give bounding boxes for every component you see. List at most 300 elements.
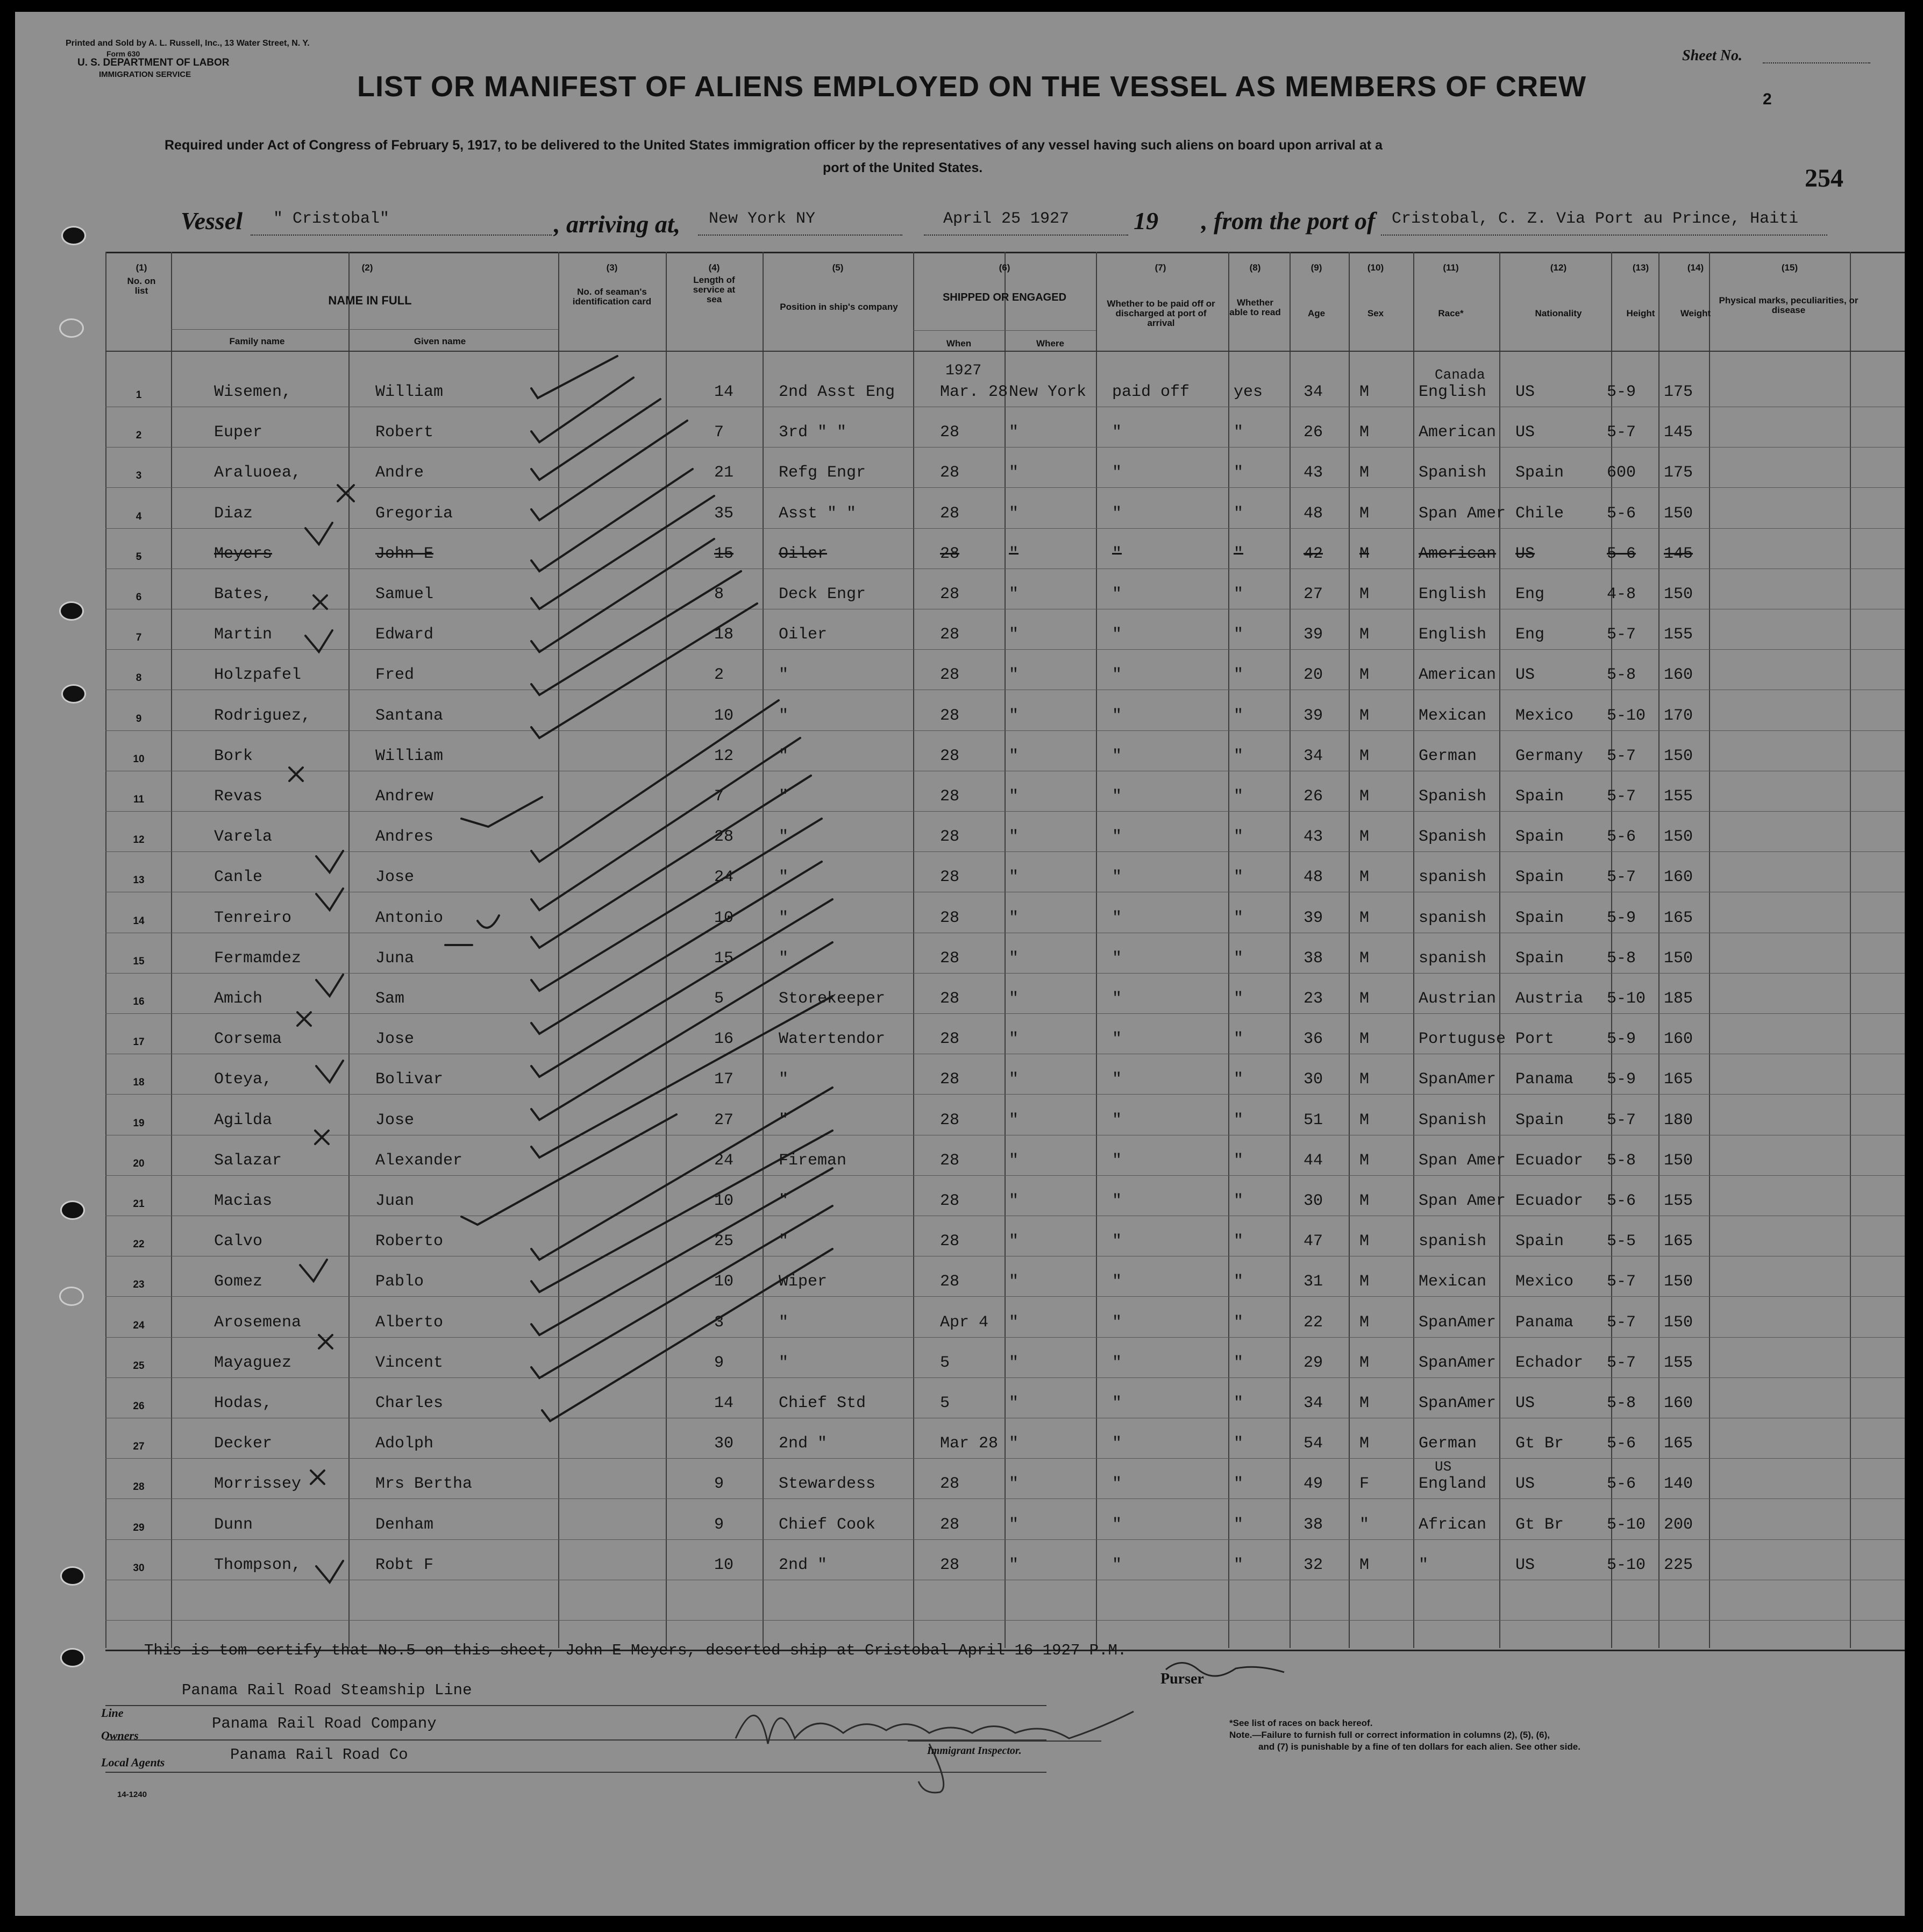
col9-header: Age <box>1307 308 1326 318</box>
cell-service: 24 <box>714 868 734 886</box>
col15-header: Physical marks, peculiarities, or disease <box>1719 295 1858 315</box>
cell-given: John E <box>375 545 434 563</box>
cell-service: 9 <box>714 1475 724 1493</box>
cell-race: Spanish <box>1419 464 1487 482</box>
cell-weight: 150 <box>1664 1273 1693 1291</box>
row-16-cross <box>297 1012 311 1026</box>
row-3-cross <box>338 485 354 501</box>
cell-nationality: US <box>1515 423 1535 442</box>
col6-header: SHIPPED OR ENGAGED <box>942 292 1067 303</box>
cell-height: 5-9 <box>1607 1030 1636 1048</box>
cell-given: Robt F <box>375 1556 434 1574</box>
cell-weight: 150 <box>1664 505 1693 523</box>
cell-height: 5-5 <box>1607 1232 1636 1251</box>
cell-sex: M <box>1359 1030 1370 1048</box>
cell-weight: 150 <box>1664 1152 1693 1170</box>
row-15-tick <box>316 975 343 996</box>
cell-height: 5-8 <box>1607 949 1636 968</box>
cell-nationality: US <box>1515 1394 1535 1412</box>
cell-no: 17 <box>133 1036 145 1048</box>
cell-where: " <box>1009 423 1019 442</box>
cell-family: Rodriguez, <box>214 707 311 725</box>
cell-read: " <box>1234 1232 1244 1251</box>
cell-when: 28 <box>940 828 960 846</box>
cell-no: 20 <box>133 1158 145 1169</box>
cell-race: English <box>1419 383 1487 401</box>
cell-no: 21 <box>133 1198 145 1210</box>
check-mark <box>531 996 832 1157</box>
row-22-tick <box>300 1260 327 1281</box>
cell-height: 5-7 <box>1607 626 1636 644</box>
cell-when: 28 <box>940 585 960 603</box>
cell-when: 28 <box>940 747 960 765</box>
col6b-header: Where <box>1036 338 1064 349</box>
cell-height: 5-7 <box>1607 1313 1636 1332</box>
cell-age: 54 <box>1304 1434 1323 1453</box>
cell-where: " <box>1009 505 1019 523</box>
cell-no: 8 <box>136 672 142 684</box>
from-port: Cristobal, C. Z. Via Port au Prince, Haiti <box>1392 210 1799 228</box>
cell-family: Gomez <box>214 1273 263 1291</box>
cell-paid: " <box>1112 666 1122 684</box>
cell-given: Andres <box>375 828 434 846</box>
row-13-tick <box>316 889 343 910</box>
cell-no: 3 <box>136 470 142 481</box>
cell-service: 9 <box>714 1354 724 1372</box>
cell-given: Denham <box>375 1516 434 1534</box>
cell-paid: " <box>1112 1475 1122 1493</box>
cell-weight: 225 <box>1664 1556 1693 1574</box>
cell-position: " <box>779 949 789 968</box>
service: IMMIGRATION SERVICE <box>99 70 191 79</box>
cell-family: Decker <box>214 1434 273 1453</box>
cell-service: 27 <box>714 1111 734 1130</box>
col2-header: NAME IN FULL <box>328 294 412 307</box>
cell-nationality: Gt Br <box>1515 1434 1564 1453</box>
cell-weight: 150 <box>1664 1313 1693 1332</box>
col5-number: (5) <box>832 262 844 273</box>
cell-paid: " <box>1112 1313 1122 1332</box>
cell-race-note: US <box>1435 1459 1452 1475</box>
cell-weight: 165 <box>1664 1232 1693 1251</box>
cell-where: " <box>1009 787 1019 806</box>
col7-header: Whether to be paid off or discharged at port of arrival <box>1107 299 1215 328</box>
col11-number: (11) <box>1443 262 1459 273</box>
cell-given: Sam <box>375 990 405 1008</box>
cell-weight: 150 <box>1664 585 1693 603</box>
cell-age: 38 <box>1304 949 1323 968</box>
line-label: Line <box>101 1706 124 1720</box>
col3-number: (3) <box>606 262 618 273</box>
cell-weight: 165 <box>1664 909 1693 927</box>
cell-read: " <box>1234 707 1244 725</box>
stamp-number: 254 <box>1805 164 1843 193</box>
cell-position: 2nd " <box>779 1556 828 1574</box>
cell-paid: " <box>1112 1070 1122 1089</box>
col6-number: (6) <box>999 262 1010 273</box>
cell-service: 17 <box>714 1070 734 1089</box>
cell-height: 5-6 <box>1607 828 1636 846</box>
cell-no: 14 <box>133 915 145 927</box>
cell-race: African <box>1419 1516 1487 1534</box>
inspector-signature <box>693 1679 1220 1798</box>
cell-paid: " <box>1112 990 1122 1008</box>
cell-service: 14 <box>714 1394 734 1412</box>
manifest-title: LIST OR MANIFEST OF ALIENS EMPLOYED ON THE VESSEL AS MEMBERS OF CREW <box>357 70 1587 103</box>
cell-paid: " <box>1112 1111 1122 1130</box>
penalty-note-1: Note.—Failure to furnish full or correct information in columns (2), (5), (6), <box>1229 1730 1550 1740</box>
cell-sex: M <box>1359 707 1370 725</box>
cell-where: " <box>1009 545 1019 563</box>
cell-weight: 170 <box>1664 707 1693 725</box>
cell-family: Corsema <box>214 1030 282 1048</box>
cell-when: 28 <box>940 868 960 886</box>
check-mark <box>531 603 757 738</box>
check-mark <box>531 469 693 571</box>
cell-sex: M <box>1359 787 1370 806</box>
check-mark <box>531 700 779 862</box>
cell-read: " <box>1234 990 1244 1008</box>
cell-family: Dunn <box>214 1516 253 1534</box>
cell-service: 10 <box>714 1192 734 1210</box>
cell-height: 5-10 <box>1607 1556 1646 1574</box>
cell-family: Bates, <box>214 585 273 603</box>
cell-given: Robert <box>375 423 434 442</box>
col13-header: Height <box>1626 308 1655 318</box>
cell-race-note: Canada <box>1435 367 1485 383</box>
cell-family: Holzpafel <box>214 666 302 684</box>
cell-nationality: Gt Br <box>1515 1516 1564 1534</box>
punch-hole <box>59 601 84 621</box>
cell-race: English <box>1419 626 1487 644</box>
cell-position: " <box>779 707 789 725</box>
cell-weight: 145 <box>1664 423 1693 442</box>
cell-given: Samuel <box>375 585 434 603</box>
row-12-tick <box>316 851 343 872</box>
sheet-no-label: Sheet No. <box>1682 47 1742 64</box>
cell-sex: M <box>1359 909 1370 927</box>
cell-where: " <box>1009 1111 1019 1130</box>
cell-age: 48 <box>1304 868 1323 886</box>
cell-given: Antonio <box>375 909 444 927</box>
punch-hole <box>59 318 84 338</box>
cell-race: English <box>1419 585 1487 603</box>
cell-when: 28 <box>940 1192 960 1210</box>
cell-given: Alberto <box>375 1313 444 1332</box>
cell-nationality: Germany <box>1515 747 1584 765</box>
cell-race: SpanAmer <box>1419 1313 1497 1332</box>
cell-race: German <box>1419 1434 1477 1453</box>
cell-race: " <box>1419 1556 1429 1574</box>
cell-when: 28 <box>940 545 960 563</box>
cell-height: 5-8 <box>1607 1152 1636 1170</box>
cell-sex: M <box>1359 1070 1370 1089</box>
cell-service: 25 <box>714 1232 734 1251</box>
cell-service: 14 <box>714 383 734 401</box>
row-29-tick <box>316 1561 343 1582</box>
cell-age: 30 <box>1304 1192 1323 1210</box>
cell-height: 5-9 <box>1607 909 1636 927</box>
cell-given: Adolph <box>375 1434 434 1453</box>
printer-line: Printed and Sold by A. L. Russell, Inc., 13 Water Street, N. Y. <box>66 39 310 48</box>
punch-hole <box>60 1201 85 1220</box>
punch-hole <box>61 226 86 245</box>
cell-when: 28 <box>940 1152 960 1170</box>
cell-family: Macias <box>214 1192 273 1210</box>
cell-sex: M <box>1359 666 1370 684</box>
cell-position: Storekeeper <box>779 990 886 1008</box>
cell-family: Martin <box>214 626 273 644</box>
cell-height: 5-10 <box>1607 990 1646 1008</box>
cell-race: spanish <box>1419 909 1487 927</box>
cell-age: 47 <box>1304 1232 1323 1251</box>
cell-no: 1 <box>136 389 142 401</box>
cell-where: " <box>1009 1273 1019 1291</box>
cell-where: " <box>1009 1434 1019 1453</box>
cell-height: 5-6 <box>1607 1434 1636 1453</box>
cell-position: " <box>779 666 789 684</box>
cell-where: " <box>1009 1475 1019 1493</box>
cell-no: 4 <box>136 511 142 522</box>
cell-given: Alexander <box>375 1152 463 1170</box>
cell-sex: M <box>1359 828 1370 846</box>
cell-position: " <box>779 1070 789 1089</box>
check-mark <box>542 1249 832 1421</box>
cell-nationality: Panama <box>1515 1313 1574 1332</box>
cell-paid: " <box>1112 909 1122 927</box>
cell-race: German <box>1419 747 1477 765</box>
cell-age: 34 <box>1304 747 1323 765</box>
cell-no: 6 <box>136 592 142 603</box>
col12-number: (12) <box>1550 262 1567 273</box>
cell-position: 2nd Asst Eng <box>779 383 895 401</box>
cell-when: Mar. 28 <box>940 383 1008 401</box>
cell-when: Mar 28 <box>940 1434 999 1453</box>
agents-value: Panama Rail Road Co <box>230 1746 408 1764</box>
manifest-sheet <box>15 12 1905 1916</box>
cell-weight: 155 <box>1664 626 1693 644</box>
cell-no: 7 <box>136 632 142 643</box>
cell-position: 3rd " " <box>779 423 847 442</box>
cell-position: " <box>779 1232 789 1251</box>
purser-label: Purser <box>1160 1671 1204 1687</box>
cell-family: Tenreiro <box>214 909 292 927</box>
cell-paid: " <box>1112 1434 1122 1453</box>
cell-no: 25 <box>133 1360 145 1372</box>
cell-position: " <box>779 787 789 806</box>
cell-no: 29 <box>133 1522 145 1533</box>
cell-sex: M <box>1359 545 1370 563</box>
col10-number: (10) <box>1367 262 1384 273</box>
cell-age: 43 <box>1304 828 1323 846</box>
cell-height: 5-8 <box>1607 666 1636 684</box>
cell-when: 28 <box>940 626 960 644</box>
cell-service: 2 <box>714 666 724 684</box>
row-27-cross <box>311 1471 324 1484</box>
cell-read: " <box>1234 1192 1244 1210</box>
cell-no: 5 <box>136 551 142 563</box>
check-mark <box>531 738 800 910</box>
cell-nationality: Mexico <box>1515 1273 1574 1291</box>
row-10-cross <box>289 768 303 781</box>
cell-position: Chief Cook <box>779 1516 876 1534</box>
cell-when: 28 <box>940 423 960 442</box>
col15-number: (15) <box>1781 262 1798 273</box>
cell-race: American <box>1419 423 1497 442</box>
cell-sex: M <box>1359 1354 1370 1372</box>
cell-age: 26 <box>1304 787 1323 806</box>
cell-height: 5-7 <box>1607 1354 1636 1372</box>
cell-sex: M <box>1359 464 1370 482</box>
cell-service: 15 <box>714 949 734 968</box>
cell-position: " <box>779 828 789 846</box>
cell-nationality: Spain <box>1515 868 1564 886</box>
cell-no: 23 <box>133 1279 145 1290</box>
cell-where: " <box>1009 1070 1019 1089</box>
cell-position: " <box>779 1313 789 1332</box>
cell-family: Meyers <box>214 545 273 563</box>
cell-race: spanish <box>1419 1232 1487 1251</box>
cell-read: " <box>1234 747 1244 765</box>
cell-paid: " <box>1112 747 1122 765</box>
cell-age: 22 <box>1304 1313 1323 1332</box>
cell-service: 15 <box>714 545 734 563</box>
cell-no: 19 <box>133 1118 145 1129</box>
cell-family: Mayaguez <box>214 1354 292 1372</box>
cell-nationality: Mexico <box>1515 707 1574 725</box>
check-mark <box>531 1168 832 1335</box>
col4-number: (4) <box>708 262 720 273</box>
cell-where: " <box>1009 585 1019 603</box>
cell-position: Oiler <box>779 545 828 563</box>
cell-nationality: Spain <box>1515 464 1564 482</box>
cell-where: New York <box>1009 383 1087 401</box>
cell-no: 15 <box>133 956 145 967</box>
cell-when: 28 <box>940 505 960 523</box>
col2-number: (2) <box>361 262 373 273</box>
check-mark <box>531 1131 832 1292</box>
cell-height: 5-7 <box>1607 747 1636 765</box>
cell-given: Fred <box>375 666 415 684</box>
cell-paid: " <box>1112 787 1122 806</box>
cell-read: " <box>1234 949 1244 968</box>
cell-when: 28 <box>940 1070 960 1089</box>
cell-nationality: Port <box>1515 1030 1555 1048</box>
cell-weight: 155 <box>1664 787 1693 806</box>
cell-weight: 150 <box>1664 949 1693 968</box>
cell-no: 27 <box>133 1441 145 1452</box>
cell-paid: " <box>1112 1030 1122 1048</box>
check-mark <box>531 399 660 480</box>
cell-sex: M <box>1359 423 1370 442</box>
cell-height: 5-7 <box>1607 787 1636 806</box>
cell-family: Morrissey <box>214 1475 302 1493</box>
cell-given: Gregoria <box>375 505 453 523</box>
cell-nationality: Eng <box>1515 585 1545 603</box>
col1-header: No. on list <box>127 276 156 296</box>
arriving-port: New York NY <box>709 210 816 228</box>
cell-given: Jose <box>375 1111 415 1130</box>
check-mark <box>461 1114 676 1225</box>
col5-header: Position in ship's company <box>780 302 898 312</box>
col8-header: Whether able to read <box>1229 297 1281 317</box>
arriving-label: , arriving at, <box>554 210 681 238</box>
cell-no: 18 <box>133 1077 145 1088</box>
cell-family: Agilda <box>214 1111 273 1130</box>
row-4-tick <box>305 523 332 544</box>
cell-read: " <box>1234 464 1244 482</box>
cell-when: 28 <box>940 1556 960 1574</box>
cell-sex: M <box>1359 505 1370 523</box>
cell-nationality: Spain <box>1515 909 1564 927</box>
cell-given: Andre <box>375 464 424 482</box>
handwritten-checkmarks <box>15 12 1905 1916</box>
cell-given: Juan <box>375 1192 415 1210</box>
cell-race: Portuguse <box>1419 1030 1506 1048</box>
cell-paid: " <box>1112 1232 1122 1251</box>
cell-weight: 160 <box>1664 666 1693 684</box>
cell-position: " <box>779 1192 789 1210</box>
cell-race: Span Amer <box>1419 1192 1506 1210</box>
col12-header: Nationality <box>1535 308 1582 318</box>
cell-paid: " <box>1112 1192 1122 1210</box>
cell-age: 51 <box>1304 1111 1323 1130</box>
cell-age: 34 <box>1304 1394 1323 1412</box>
cell-family: Araluoea, <box>214 464 302 482</box>
cell-read: " <box>1234 585 1244 603</box>
cell-nationality: US <box>1515 666 1535 684</box>
cell-weight: 165 <box>1664 1070 1693 1089</box>
cell-position: 2nd " <box>779 1434 828 1453</box>
cell-family: Hodas, <box>214 1394 273 1412</box>
cell-race: SpanAmer <box>1419 1070 1497 1089</box>
cell-no: 2 <box>136 430 142 441</box>
cell-no: 10 <box>133 754 145 765</box>
cell-age: 48 <box>1304 505 1323 523</box>
cell-given: Santana <box>375 707 444 725</box>
cell-height: 5-9 <box>1607 1070 1636 1089</box>
cell-age: 43 <box>1304 464 1323 482</box>
cell-service: 18 <box>714 626 734 644</box>
check-mark <box>531 819 822 991</box>
cell-sex: M <box>1359 1232 1370 1251</box>
cell-when: 28 <box>940 707 960 725</box>
cell-no: 28 <box>133 1481 145 1493</box>
cell-when: 28 <box>940 1516 960 1534</box>
cell-given: Mrs Bertha <box>375 1475 473 1493</box>
cell-read: " <box>1234 1556 1244 1574</box>
cell-given: Vincent <box>375 1354 444 1372</box>
cell-weight: 145 <box>1664 545 1693 563</box>
cell-paid: " <box>1112 545 1122 563</box>
cell-given: Jose <box>375 868 415 886</box>
cell-when: 28 <box>940 1111 960 1130</box>
cell-age: 39 <box>1304 707 1323 725</box>
cell-weight: 175 <box>1664 383 1693 401</box>
cell-read: " <box>1234 1434 1244 1453</box>
cell-family: Calvo <box>214 1232 263 1251</box>
cell-race: Mexican <box>1419 1273 1487 1291</box>
cell-age: 29 <box>1304 1354 1323 1372</box>
col2a-header: Family name <box>229 336 285 346</box>
cell-given: William <box>375 383 444 401</box>
cell-weight: 175 <box>1664 464 1693 482</box>
col6a-header: When <box>946 338 972 349</box>
cell-age: 32 <box>1304 1556 1323 1574</box>
cell-no: 30 <box>133 1562 145 1574</box>
cell-service: 21 <box>714 464 734 482</box>
check-mark <box>461 797 542 827</box>
